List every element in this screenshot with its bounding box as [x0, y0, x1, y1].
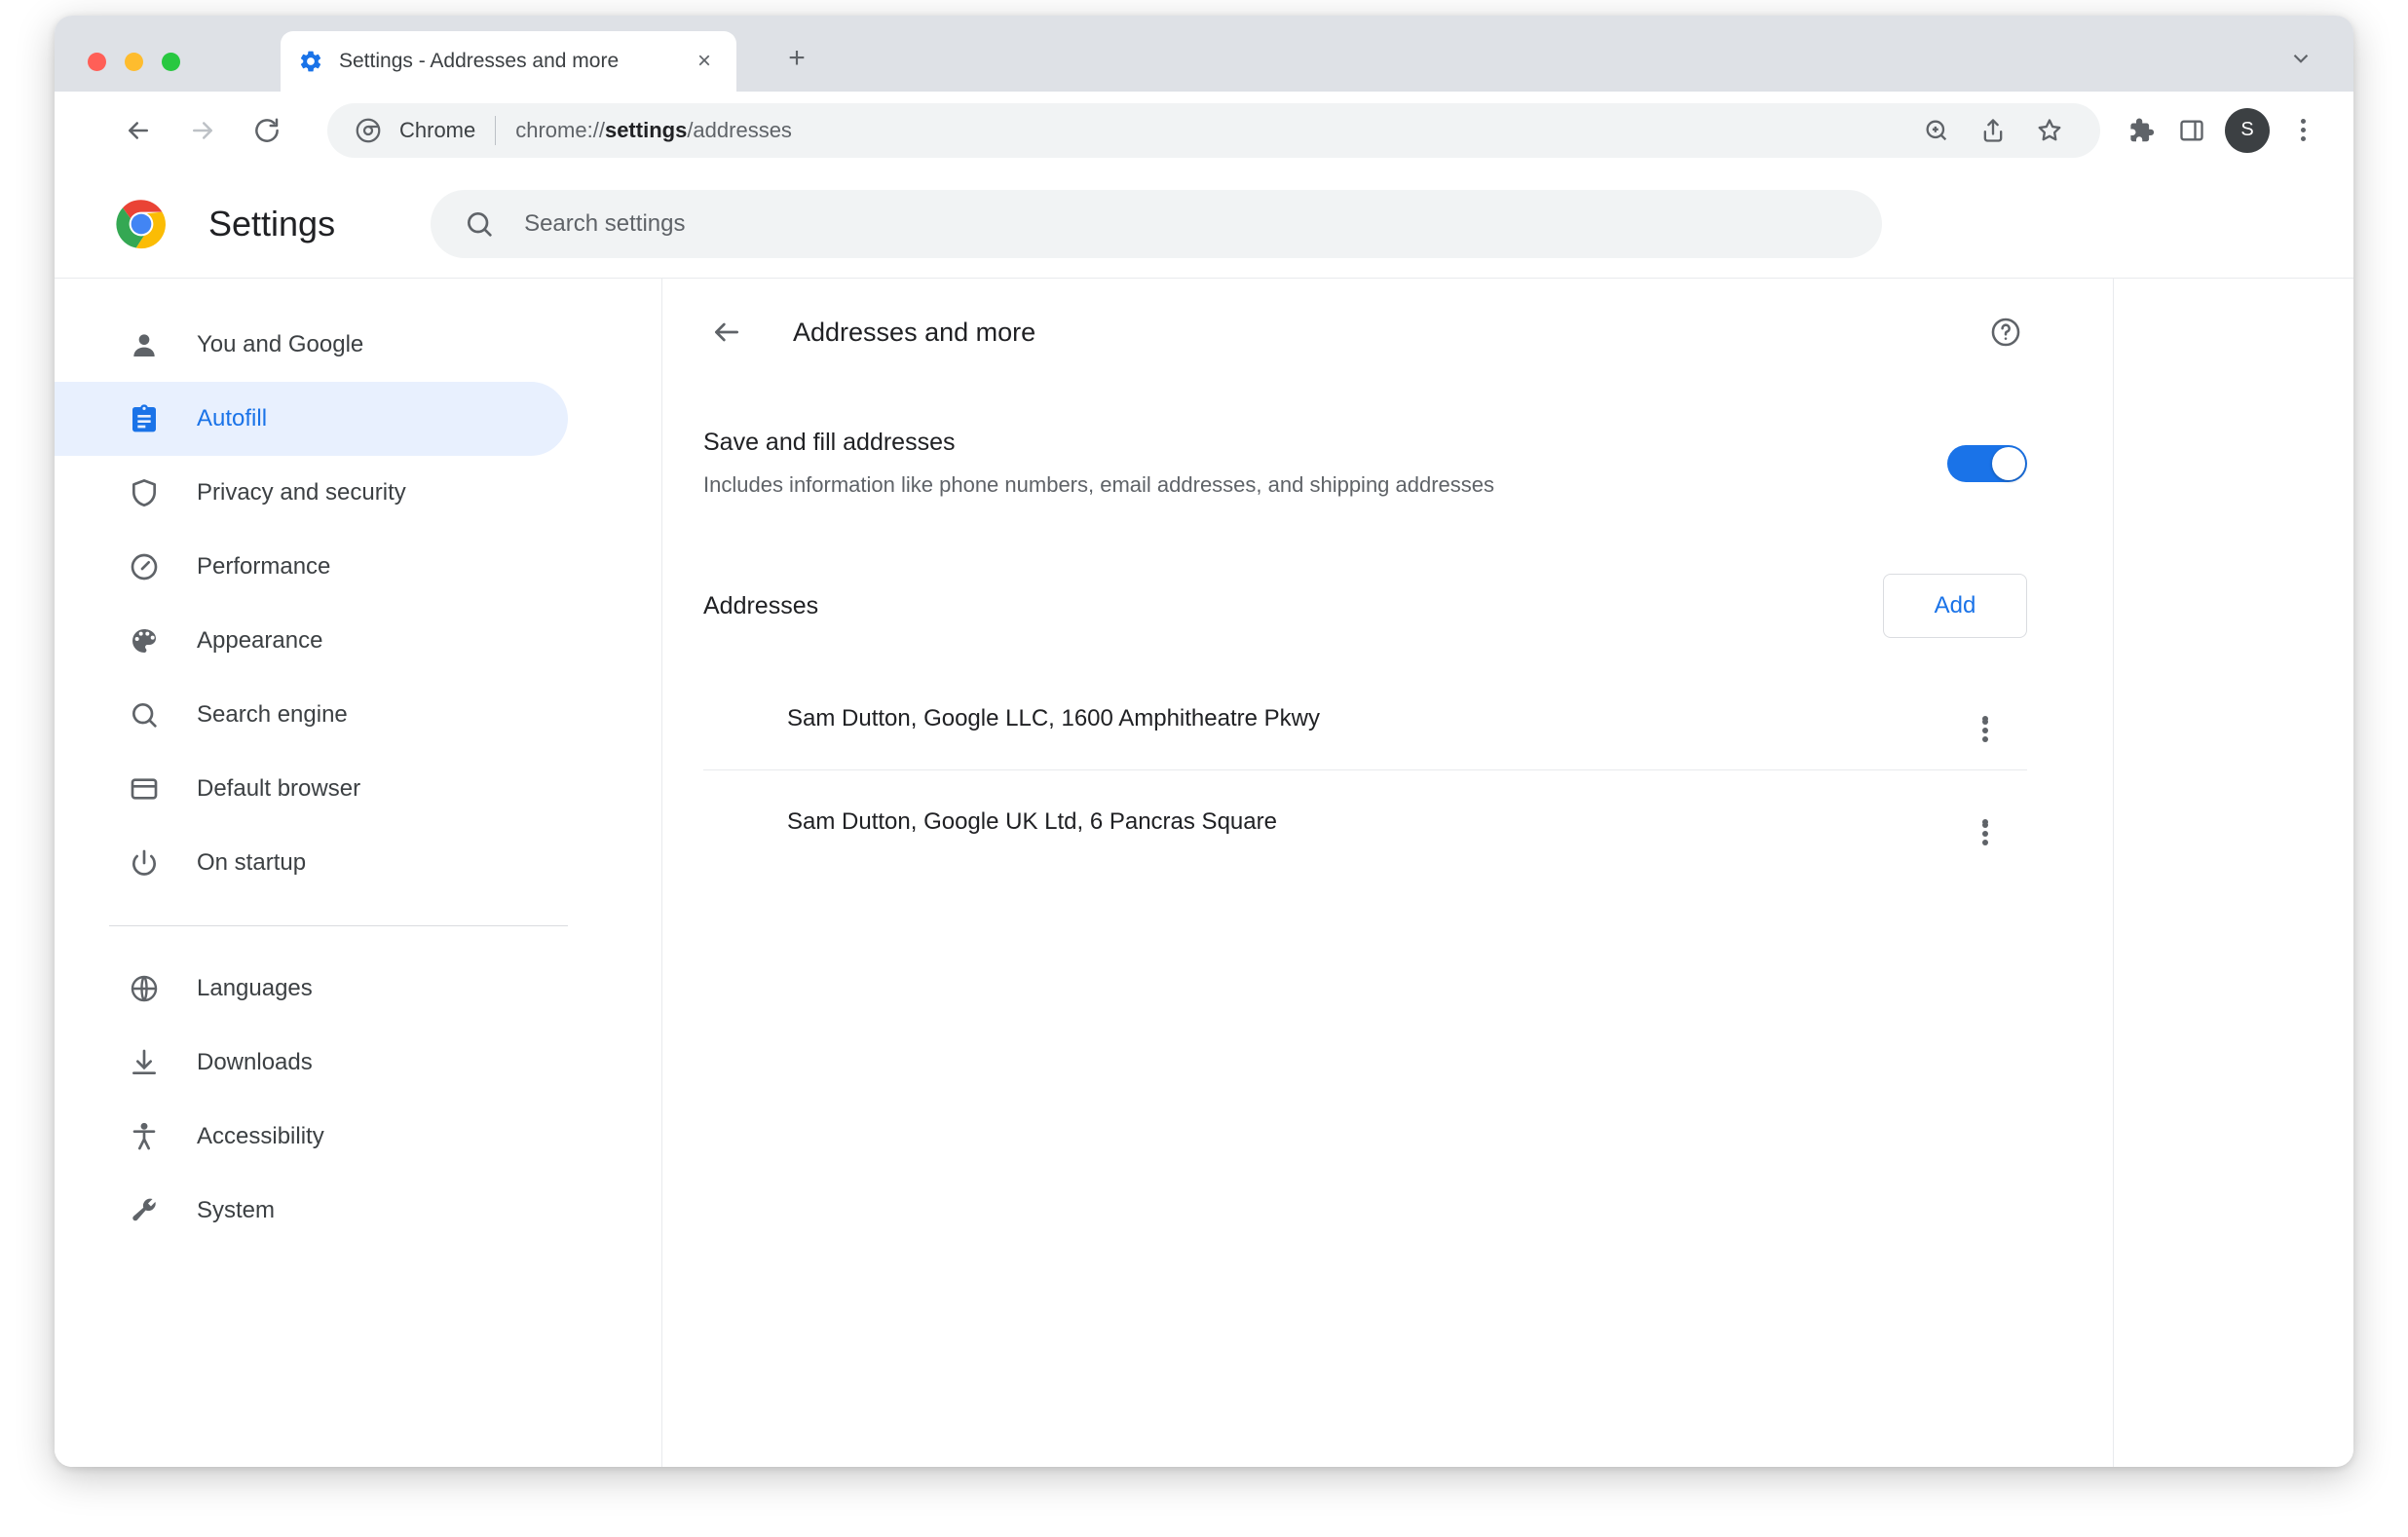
url-prefix: chrome://: [515, 117, 605, 142]
maximize-window-button[interactable]: [162, 53, 180, 71]
settings-body: [55, 279, 2353, 1467]
row-title: Save and fill addresses: [703, 429, 956, 456]
sidebar-item-performance[interactable]: [55, 530, 568, 604]
help-icon[interactable]: [1982, 309, 2029, 356]
tab-title: Settings - Addresses and more: [339, 50, 620, 72]
extensions-icon[interactable]: [2116, 105, 2166, 156]
omnibox-actions: [1911, 105, 2075, 156]
settings-gear-icon: [298, 49, 323, 74]
person-icon: [127, 327, 162, 362]
sidebar-item-label: You and Google: [197, 331, 364, 357]
palette-icon: [127, 623, 162, 658]
addresses-list: [662, 638, 2068, 874]
sidebar-item-label: Default browser: [197, 775, 361, 802]
sidebar-item-system[interactable]: [55, 1174, 568, 1248]
side-panel-icon[interactable]: [2166, 105, 2217, 156]
sidebar-item-on-startup[interactable]: [55, 826, 568, 900]
browser-tab[interactable]: [281, 31, 736, 92]
wrench-icon: [127, 1193, 162, 1228]
sidebar-item-you-and-google[interactable]: [55, 308, 568, 382]
minimize-window-button[interactable]: [125, 53, 143, 71]
reload-button[interactable]: [242, 105, 292, 156]
forward-button[interactable]: [177, 105, 228, 156]
content-title: Addresses and more: [793, 317, 1036, 347]
download-icon: [127, 1045, 162, 1080]
sidebar-item-search-engine[interactable]: [55, 678, 568, 752]
address-row[interactable]: [703, 667, 2027, 770]
sidebar-item-accessibility[interactable]: [55, 1100, 568, 1174]
save-and-fill-addresses-row: [662, 386, 2068, 541]
sidebar-item-label: Performance: [197, 553, 331, 580]
sidebar-item-label: Accessibility: [197, 1123, 324, 1149]
shield-icon: [127, 475, 162, 510]
back-arrow-icon[interactable]: [703, 309, 750, 356]
search-icon: [464, 208, 495, 240]
new-tab-button[interactable]: +: [788, 42, 806, 74]
sidebar-item-default-browser[interactable]: [55, 752, 568, 826]
omnibox-divider: [495, 116, 496, 145]
address-more-actions-icon[interactable]: [1959, 796, 2012, 848]
sidebar-item-label: System: [197, 1197, 276, 1223]
save-and-fill-addresses-toggle[interactable]: [1947, 445, 2027, 482]
back-button[interactable]: [113, 105, 164, 156]
omnibox-url: [515, 118, 792, 143]
address-row[interactable]: [703, 770, 2027, 874]
power-icon: [127, 845, 162, 881]
share-icon[interactable]: [1968, 105, 2018, 156]
speedometer-icon: [127, 549, 162, 584]
avatar[interactable]: S: [2225, 108, 2270, 153]
url-bold: settings: [604, 117, 688, 142]
chevron-down-icon[interactable]: [2283, 41, 2318, 76]
sidebar-item-label: Downloads: [197, 1049, 313, 1075]
sidebar-item-label: Privacy and security: [197, 479, 406, 506]
browser-window-icon: [127, 771, 162, 806]
row-subtitle: Includes information like phone numbers, email addresses, and shipping addresses: [703, 472, 1495, 497]
sidebar-item-autofill[interactable]: [55, 382, 568, 456]
globe-icon: [127, 971, 162, 1006]
row-texts: [703, 429, 1947, 498]
sidebar-item-privacy-and-security[interactable]: [55, 456, 568, 530]
sidebar-item-label: Search engine: [197, 701, 348, 728]
sidebar-item-appearance[interactable]: [55, 604, 568, 678]
sidebar-item-languages[interactable]: [55, 952, 568, 1026]
magnifier-icon: [127, 697, 162, 732]
addresses-section-title: Addresses: [703, 591, 819, 619]
sidebar-item-label: Languages: [197, 975, 313, 1001]
settings-sidebar: [55, 279, 662, 1467]
addresses-section-header: [662, 541, 2068, 638]
browser-window: [55, 16, 2353, 1467]
sidebar-item-label: Appearance: [197, 627, 323, 654]
bookmark-star-icon[interactable]: [2024, 105, 2075, 156]
zoom-icon[interactable]: [1911, 105, 1962, 156]
settings-header: [55, 169, 2353, 279]
clipboard-icon: [127, 401, 162, 436]
address-text: Sam Dutton, Google LLC, 1600 Amphitheatre Pkwy: [787, 704, 1320, 731]
window-controls: [88, 53, 180, 71]
browser-toolbar: [55, 92, 2353, 169]
close-window-button[interactable]: [88, 53, 106, 71]
chrome-logo-icon: [115, 198, 168, 250]
chrome-page-icon: [353, 115, 384, 146]
sidebar-divider: [109, 925, 568, 926]
settings-content: [662, 279, 2114, 1467]
page-title: Settings: [208, 203, 336, 244]
search-input[interactable]: [522, 209, 1849, 239]
tab-strip: [55, 16, 2353, 92]
address-more-actions-icon[interactable]: [1959, 693, 2012, 745]
url-suffix: /addresses: [687, 117, 792, 142]
address-bar[interactable]: [327, 103, 2100, 158]
more-menu-icon[interactable]: [2277, 105, 2328, 156]
accessibility-icon: [127, 1119, 162, 1154]
content-header: [662, 279, 2068, 386]
sidebar-item-label: On startup: [197, 849, 307, 876]
sidebar-item-downloads[interactable]: [55, 1026, 568, 1100]
close-tab-button[interactable]: ×: [696, 48, 711, 74]
address-text: Sam Dutton, Google UK Ltd, 6 Pancras Square: [787, 808, 1277, 835]
omnibox-chip-label: Chrome: [399, 117, 476, 142]
search-settings-box[interactable]: [431, 190, 1882, 258]
toggle-knob: [1992, 447, 2025, 480]
add-address-button[interactable]: Add: [1883, 574, 2027, 638]
sidebar-item-label: Autofill: [197, 405, 268, 431]
